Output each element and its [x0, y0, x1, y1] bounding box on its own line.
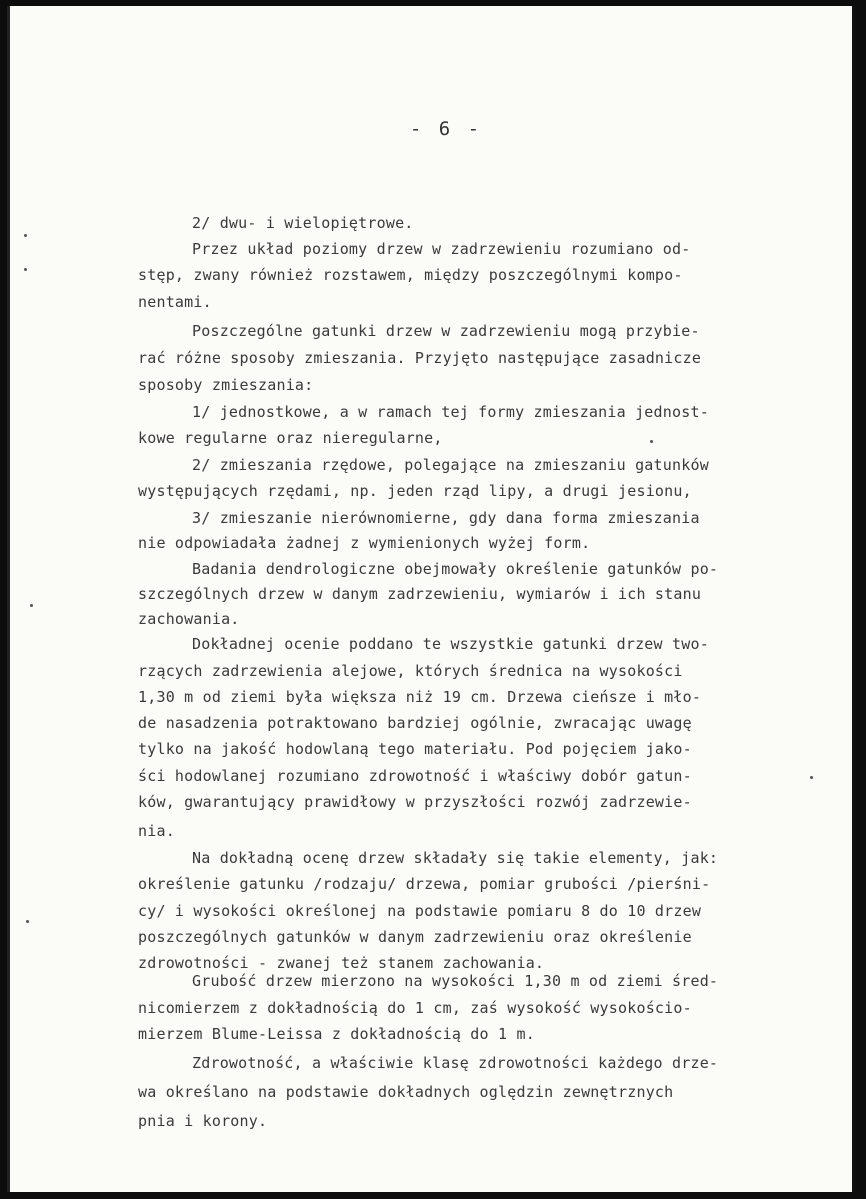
page-number: - 6 - [409, 118, 483, 140]
text-line: poszczególnych gatunków w danym zadrzewieniu oraz określenie [138, 928, 692, 946]
scan-speck [24, 268, 27, 271]
text-line: mierzem Blume-Leissa z dokładnością do 1 m. [138, 1025, 535, 1043]
text-line: 3/ zmieszanie nierównomierne, gdy dana forma zmieszania [192, 509, 700, 527]
text-line: nicomierzem z dokładnością do 1 cm, zaś wysokość wysokościo- [138, 999, 692, 1017]
scan-speck [810, 776, 813, 779]
text-line: tylko na jakość hodowlaną tego materiału. Pod pojęciem jako- [138, 740, 692, 758]
scan-speck [650, 440, 653, 443]
text-line: 1,30 m od ziemi była większa niż 19 cm. Drzewa cieńsze i mło- [138, 688, 702, 706]
text-line: sposoby zmieszania: [138, 376, 314, 394]
text-line: pnia i korony. [138, 1112, 268, 1130]
text-line: 1/ jednostkowe, a w ramach tej formy zmieszania jednost- [192, 403, 709, 421]
text-line: ści hodowlanej rozumiano zdrowotność i właściwy dobór gatun- [138, 767, 692, 785]
text-line: cy/ i wysokości określonej na podstawie pomiaru 8 do 10 drzew [138, 902, 702, 920]
text-line: szczególnych drzew w danym zadrzewieniu, wymiarów i ich stanu [138, 585, 702, 603]
text-line: Poszczególne gatunki drzew w zadrzewieniu mogą przybie- [192, 322, 700, 340]
text-line: nia. [138, 822, 175, 840]
text-line: 2/ zmieszania rzędowe, polegające na zmieszaniu gatunków [192, 456, 709, 474]
scan-speck [26, 920, 29, 923]
document-page [7, 6, 855, 1192]
text-line: 2/ dwu- i wielopiętrowe. [192, 214, 414, 232]
text-line: Zdrowotność, a właściwie klasę zdrowotności każdego drze- [192, 1054, 719, 1072]
text-line: nie odpowiadała żadnej z wymienionych wyżej form. [138, 534, 591, 552]
text-line: określenie gatunku /rodzaju/ drzewa, pomiar grubości /pierśni- [138, 875, 711, 893]
text-line: rać różne sposoby zmieszania. Przyjęto następujące zasadnicze [138, 349, 702, 367]
text-line: wa określano na podstawie dokładnych oględzin zewnętrznych [138, 1083, 674, 1101]
text-line: nentami. [138, 293, 212, 311]
text-line: zachowania. [138, 610, 240, 628]
text-line: ków, gwarantujący prawidłowy w przyszłości rozwój zadrzewie- [138, 793, 692, 811]
text-line: de nasadzenia potraktowano bardziej ogólnie, zwracając uwagę [138, 714, 692, 732]
text-line: rzących zadrzewienia alejowe, których średnica na wysokości [138, 662, 683, 680]
text-line: stęp, zwany również rozstawem, między poszczególnymi kompo- [138, 266, 683, 284]
text-line: występujących rzędami, np. jeden rząd lipy, a drugi jesionu, [138, 482, 692, 500]
scan-speck [30, 604, 33, 607]
text-line: kowe regularne oraz nieregularne, [138, 429, 443, 447]
text-line: zdrowotności - zwanej też stanem zachowania. [138, 954, 545, 972]
text-line: Dokładnej ocenie poddano te wszystkie gatunki drzew two- [192, 635, 709, 653]
text-line: Badania dendrologiczne obejmowały określenie gatunków po- [192, 560, 719, 578]
text-line: Przez układ poziomy drzew w zadrzewieniu rozumiano od- [192, 240, 691, 258]
scan-speck [24, 234, 27, 237]
text-line: Grubość drzew mierzono na wysokości 1,30 m od ziemi śred- [192, 972, 719, 990]
text-line: Na dokładną ocenę drzew składały się takie elementy, jak: [192, 849, 719, 867]
